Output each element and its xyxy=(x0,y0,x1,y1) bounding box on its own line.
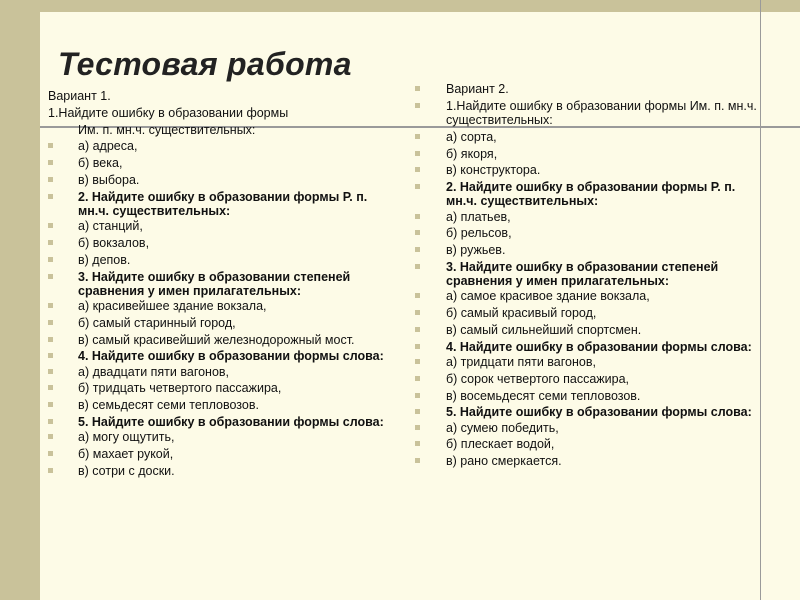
v1-q2-option-a: а) станций, xyxy=(48,219,393,233)
v1-q4: 4. Найдите ошибку в образовании формы слова: xyxy=(48,349,393,363)
bullet-icon xyxy=(48,434,53,439)
bullet-icon xyxy=(48,385,53,390)
bullet-icon xyxy=(415,310,420,315)
v2-q3-option-a: а) самое красивое здание вокзала, xyxy=(420,289,760,303)
bullet-icon xyxy=(415,151,420,156)
bullet-icon xyxy=(48,369,53,374)
v2-q4: 4. Найдите ошибку в образовании формы слова: xyxy=(420,340,760,354)
v1-q3: 3. Найдите ошибку в образовании степеней сравнения у имен прилагательных: xyxy=(48,270,393,298)
bullet-icon xyxy=(415,264,420,269)
v1-q1-option-b: б) века, xyxy=(48,156,393,170)
bullet-icon xyxy=(415,184,420,189)
v1-q3-option-c: в) самый красивейший железнодорожный мост. xyxy=(48,333,393,347)
v2-q1-option-a: а) сорта, xyxy=(420,130,760,144)
v2-q5-option-a: а) сумею победить, xyxy=(420,421,760,435)
bullet-icon xyxy=(415,134,420,139)
v1-q2: 2. Найдите ошибку в образовании формы Р. п. мн.ч. существительных: xyxy=(48,190,393,218)
bullet-icon xyxy=(415,359,420,364)
v1-q5-option-c: в) сотри с доски. xyxy=(48,464,393,478)
bullet-icon xyxy=(48,337,53,342)
variant-1-header: Вариант 1. xyxy=(48,89,111,103)
v1-q5-option-a: а) могу ощутить, xyxy=(48,430,393,444)
bullet-icon xyxy=(415,230,420,235)
bullet-icon xyxy=(48,468,53,473)
bullet-icon xyxy=(48,353,53,358)
bullet-icon xyxy=(415,425,420,430)
v2-q1-option-c: в) конструктора. xyxy=(420,163,760,177)
bullet-icon xyxy=(48,240,53,245)
v2-q4-option-b: б) сорок четвертого пассажира, xyxy=(420,372,760,386)
bullet-icon xyxy=(415,393,420,398)
variant-2-header: Вариант 2. xyxy=(420,82,760,96)
v1-q1-option-a: а) адреса, xyxy=(48,139,393,153)
bullet-icon xyxy=(415,344,420,349)
bullet-icon xyxy=(48,451,53,456)
bullet-icon xyxy=(48,257,53,262)
v1-q2-option-c: в) депов. xyxy=(48,253,393,267)
top-strip xyxy=(40,0,800,12)
v2-q1: 1.Найдите ошибку в образовании формы Им. п. мн.ч. существительных: xyxy=(420,99,760,127)
v1-q1-line1: 1.Найдите ошибку в образовании формы xyxy=(48,105,289,120)
bullet-icon xyxy=(415,103,420,108)
v1-q2-option-b: б) вокзалов, xyxy=(48,236,393,250)
v1-q4-option-c: в) семьдесят семи тепловозов. xyxy=(48,398,393,412)
bullet-icon xyxy=(415,214,420,219)
bullet-icon xyxy=(48,143,53,148)
v2-q2: 2. Найдите ошибку в образовании формы Р. п. мн.ч. существительных: xyxy=(420,180,760,208)
bullet-icon xyxy=(415,409,420,414)
v2-q1-option-b: б) якоря, xyxy=(420,147,760,161)
v1-q1-line2: Им. п. мн.ч. существительных: xyxy=(78,122,256,137)
v1-q5-option-b: б) махает рукой, xyxy=(48,447,393,461)
bullet-icon xyxy=(48,160,53,165)
v2-q3-option-b: б) самый красивый город, xyxy=(420,306,760,320)
v2-q5-option-b: б) плескает водой, xyxy=(420,437,760,451)
bullet-icon xyxy=(48,274,53,279)
bullet-icon xyxy=(48,402,53,407)
bullet-icon xyxy=(415,441,420,446)
bullet-icon xyxy=(415,86,420,91)
v2-q4-option-a: а) тридцати пяти вагонов, xyxy=(420,355,760,369)
bullet-icon xyxy=(48,303,53,308)
v2-q3: 3. Найдите ошибку в образовании степеней сравнения у имен прилагательных: xyxy=(420,260,760,288)
bullet-icon xyxy=(415,167,420,172)
variant-1-column xyxy=(48,89,393,481)
vertical-rule xyxy=(760,0,761,600)
bullet-icon xyxy=(415,247,420,252)
slide-title: Тестовая работа xyxy=(58,46,352,82)
bullet-icon xyxy=(48,223,53,228)
v1-q5: 5. Найдите ошибку в образовании формы слова: xyxy=(48,415,393,429)
bullet-icon xyxy=(48,320,53,325)
bullet-icon xyxy=(48,177,53,182)
v1-q4-option-a: а) двадцати пяти вагонов, xyxy=(48,365,393,379)
bullet-icon xyxy=(48,194,53,199)
side-bar xyxy=(0,0,40,600)
bullet-icon xyxy=(48,419,53,424)
v2-q2-option-b: б) рельсов, xyxy=(420,226,760,240)
bullet-icon xyxy=(415,376,420,381)
v2-q5: 5. Найдите ошибку в образовании формы слова: xyxy=(420,405,760,419)
variant-2-column xyxy=(420,82,760,471)
v2-q3-option-c: в) самый сильнейший спортсмен. xyxy=(420,323,760,337)
v2-q2-option-a: а) платьев, xyxy=(420,210,760,224)
bullet-icon xyxy=(415,458,420,463)
v2-q2-option-c: в) ружьев. xyxy=(420,243,760,257)
v2-q4-option-c: в) восемьдесят семи тепловозов. xyxy=(420,389,760,403)
bullet-icon xyxy=(415,327,420,332)
v2-q5-option-c: в) рано смеркается. xyxy=(420,454,760,468)
v1-q4-option-b: б) тридцать четвертого пассажира, xyxy=(48,381,393,395)
v1-q1-option-c: в) выбора. xyxy=(48,173,393,187)
v1-q3-option-b: б) самый старинный город, xyxy=(48,316,393,330)
bullet-icon xyxy=(415,293,420,298)
v1-q3-option-a: а) красивейшее здание вокзала, xyxy=(48,299,393,313)
